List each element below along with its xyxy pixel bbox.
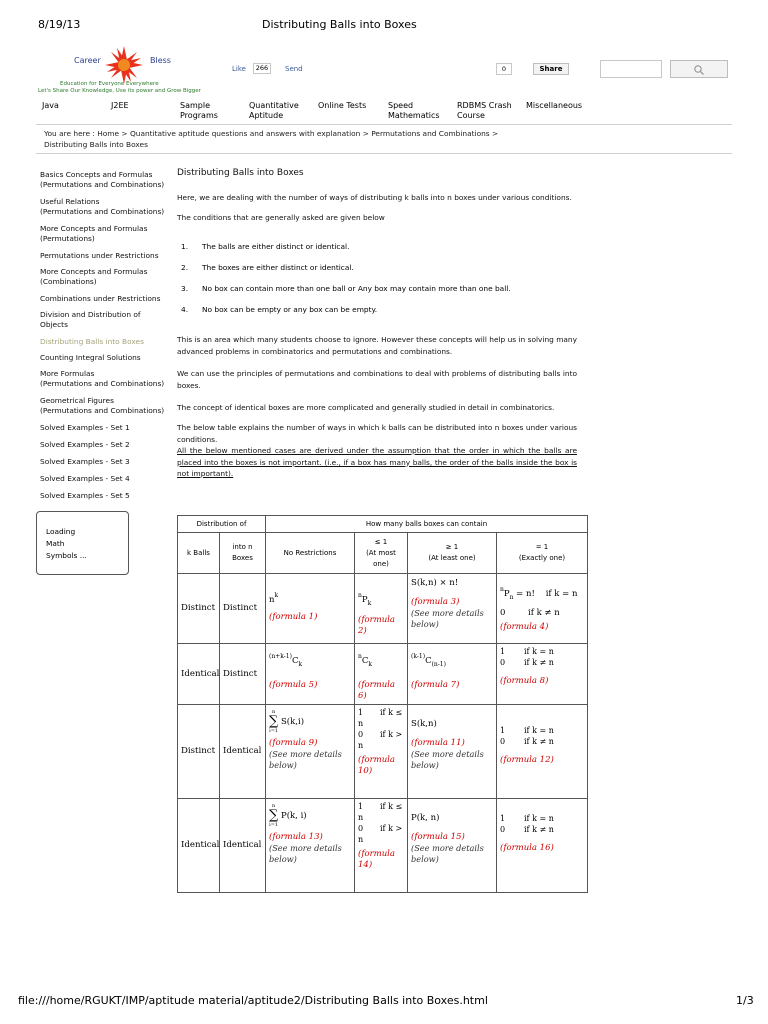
site-logo[interactable] <box>38 45 201 97</box>
row-label-balls: Identical <box>178 644 220 705</box>
search-icon <box>693 64 705 76</box>
nav-quantitative-aptitude[interactable]: Quantitative Aptitude <box>249 101 299 120</box>
table-row <box>178 644 588 705</box>
sidebar-item-division-distribution[interactable]: Division and Distribution of Objects <box>40 310 141 329</box>
content-assumption-note: All the below mentioned cases are derived under the assumption that the order in which the balls are placed into the boxes is not important. (i.e., if a box has many balls, the order of the balls inside the box is not important). <box>177 446 577 478</box>
content-para-identical-boxes: The concept of identical boxes are more complicated and generally studied in detail in combinatorics. <box>177 403 555 412</box>
sun-flower-icon <box>102 45 146 85</box>
cell-formula-3: S(k,n) × n! (formula 3) (See more details below) <box>408 574 497 644</box>
breadcrumb-current: Distributing Balls into Boxes <box>44 140 148 149</box>
sidebar-item-geometrical-figures[interactable]: Geometrical Figures (Permutations and Combinations) <box>40 396 165 415</box>
divider-bottom <box>36 153 732 154</box>
nav-miscellaneous[interactable]: Miscellaneous <box>526 101 583 110</box>
divider-top <box>36 124 732 125</box>
table-row <box>178 799 588 893</box>
send-button[interactable]: Send <box>285 65 303 73</box>
logo-tagline-1: Education for Everyone Everywhere <box>60 81 159 87</box>
cell-formula-13: n ∑ i=1 P(k, i) (formula 13) (See more details below) <box>266 799 355 893</box>
cell-formula-4: $^nP_n = n$! if k = n 0 if k ≠ n (formula 4) <box>497 574 588 644</box>
row-label-balls: Identical <box>178 799 220 893</box>
expr-combination: $^{(n+k-1)}C_k$ <box>269 653 303 668</box>
sidebar-item-useful-relations[interactable]: Useful Relations (Permutations and Combinations) <box>40 197 165 216</box>
sidebar-item-solved-set-1[interactable]: Solved Examples - Set 1 <box>40 423 130 432</box>
breadcrumb-path[interactable]: You are here : Home > Quantitative aptitude questions and answers with explanation > Permutations and Combinations > <box>44 129 499 138</box>
print-title: Distributing Balls into Boxes <box>262 18 417 31</box>
cell-formula-10: 1 if k ≤ n 0 if k > n (formula 10) <box>355 705 408 799</box>
expr-combination-atleast: $^{(k-1)}C_{(n-1)}$ <box>411 653 446 668</box>
sidebar-item-solved-set-5[interactable]: Solved Examples - Set 5 <box>40 491 130 500</box>
cell-formula-15: P(k, n) (formula 15) (See more details below) <box>408 799 497 893</box>
sidebar-item-basics-concepts[interactable]: Basics Concepts and Formulas (Permutations and Combinations) <box>40 170 165 189</box>
header-into-n-boxes: into n Boxes <box>220 533 266 574</box>
sidebar-item-more-formulas[interactable]: More Formulas (Permutations and Combinations) <box>40 369 165 388</box>
expr-power: $n^k$ <box>269 592 279 605</box>
content-para-table-explain: The below table explains the number of ways in which k balls can be distributed into n boxes under various conditions. <box>177 423 577 444</box>
breadcrumb[interactable] <box>44 128 514 150</box>
cell-formula-2: $^nP_k$ (formula 2) <box>355 574 408 644</box>
nav-speed-mathematics[interactable]: Speed Mathematics <box>388 101 440 120</box>
cell-formula-14: 1 if k ≤ n 0 if k > n (formula 14) <box>355 799 408 893</box>
content-heading: Distributing Balls into Boxes <box>177 168 304 178</box>
expr-sum-stirling: n ∑ i=1 S(k,i) <box>269 709 305 734</box>
content-para-principles: We can use the principles of permutations and combinations to deal with problems of distributing balls into boxes. <box>177 369 577 390</box>
sidebar-item-more-concepts-combinations[interactable]: More Concepts and Formulas (Combinations) <box>40 267 148 286</box>
header-distribution-of: Distribution of <box>178 516 266 533</box>
list-item: 2. The boxes are either distinct or identical. <box>181 263 354 272</box>
sidebar-item-counting-integral[interactable]: Counting Integral Solutions <box>40 353 141 362</box>
header-exactly-one: = 1 (Exactly one) <box>497 533 588 574</box>
row-label-boxes: Identical <box>220 799 266 893</box>
sidebar-item-solved-set-2[interactable]: Solved Examples - Set 2 <box>40 440 130 449</box>
row-label-boxes: Distinct <box>220 574 266 644</box>
like-count: 266 <box>253 63 271 74</box>
expr-permutation: $^nP_k$ <box>358 592 372 607</box>
cell-formula-11: S(k,n) (formula 11) (See more details below) <box>408 705 497 799</box>
loading-math-popup: Loading Math Symbols ... <box>36 511 129 575</box>
table-row <box>178 574 588 644</box>
cell-formula-7: $^{(k-1)}C_{(n-1)}$ (formula 7) <box>408 644 497 705</box>
content-conditions-intro: The conditions that are generally asked are given below <box>177 213 385 222</box>
row-label-boxes: Identical <box>220 705 266 799</box>
expr-npn: $^nP_n = n$! if k = n <box>500 586 578 601</box>
like-button[interactable]: Like <box>232 65 246 73</box>
table-row <box>178 705 588 799</box>
expr-nck: $^nC_k$ <box>358 653 373 668</box>
header-k-balls: k Balls <box>178 533 220 574</box>
nav-java[interactable]: Java <box>42 101 59 110</box>
sidebar-item-more-concepts-permutations[interactable]: More Concepts and Formulas (Permutations) <box>40 224 148 243</box>
cell-formula-8: 1 if k = n 0 if k ≠ n (formula 8) <box>497 644 588 705</box>
sidebar-item-solved-set-3[interactable]: Solved Examples - Set 3 <box>40 457 130 466</box>
content-intro: Here, we are dealing with the number of ways of distributing k balls into n boxes under various conditions. <box>177 193 572 202</box>
logo-tagline-2: Let's Share Our Knowledge, Use its power and Grow Bigger <box>38 88 201 94</box>
cell-formula-12: 1 if k = n 0 if k ≠ n (formula 12) <box>497 705 588 799</box>
header-at-most-one: ≤ 1 (At most one) <box>355 533 408 574</box>
print-page-number: 1/3 <box>736 994 754 1007</box>
sidebar-item-combinations-restrictions[interactable]: Combinations under Restrictions <box>40 294 161 303</box>
sidebar-item-solved-set-4[interactable]: Solved Examples - Set 4 <box>40 474 130 483</box>
row-label-balls: Distinct <box>178 574 220 644</box>
print-date: 8/19/13 <box>38 18 81 31</box>
content-para-ignore: This is an area which many students choose to ignore. However these concepts will help us in solving many advanced problems in combinatorics and permutations and combinations. <box>177 335 577 356</box>
sidebar-item-distributing-balls[interactable]: Distributing Balls into Boxes <box>40 337 144 346</box>
header-no-restrictions: No Restrictions <box>266 533 355 574</box>
share-count: 0 <box>496 63 512 75</box>
header-how-many: How many balls boxes can contain <box>266 516 588 533</box>
cell-formula-5: $^{(n+k-1)}C_k$ (formula 5) <box>266 644 355 705</box>
row-label-balls: Distinct <box>178 705 220 799</box>
distribution-table <box>177 515 588 893</box>
search-input[interactable] <box>600 60 662 78</box>
cell-formula-16: 1 if k = n 0 if k ≠ n (formula 16) <box>497 799 588 893</box>
cell-formula-1: $n^k$ (formula 1) <box>266 574 355 644</box>
search-button[interactable] <box>670 60 728 78</box>
print-url: file:///home/RGUKT/IMP/aptitude material/aptitude2/Distributing Balls into Boxes.html <box>18 994 488 1007</box>
logo-word-bless: Bless <box>150 56 171 65</box>
row-label-boxes: Distinct <box>220 644 266 705</box>
list-item: 4. No box can be empty or any box can be empty. <box>181 305 378 314</box>
nav-sample-programs[interactable]: Sample Programs <box>180 101 218 120</box>
expr-sum-partition: n ∑ i=1 P(k, i) <box>269 803 307 828</box>
logo-word-career: Career <box>74 56 101 65</box>
nav-online-tests[interactable]: Online Tests <box>318 101 367 110</box>
nav-rdbms-crash-course[interactable]: RDBMS Crash Course <box>457 101 512 120</box>
share-button[interactable]: Share <box>533 63 569 75</box>
cell-formula-6: $^nC_k$ (formula 6) <box>355 644 408 705</box>
sidebar-item-permutations-restrictions[interactable]: Permutations under Restrictions <box>40 251 159 260</box>
nav-j2ee[interactable]: J2EE <box>111 101 129 110</box>
list-item: 1. The balls are either distinct or identical. <box>181 242 350 251</box>
header-at-least-one: ≥ 1 (At least one) <box>408 533 497 574</box>
list-item: 3. No box can contain more than one ball or Any box may contain more than one ball. <box>181 284 511 293</box>
cell-formula-9: n ∑ i=1 S(k,i) (formula 9) (See more details below) <box>266 705 355 799</box>
